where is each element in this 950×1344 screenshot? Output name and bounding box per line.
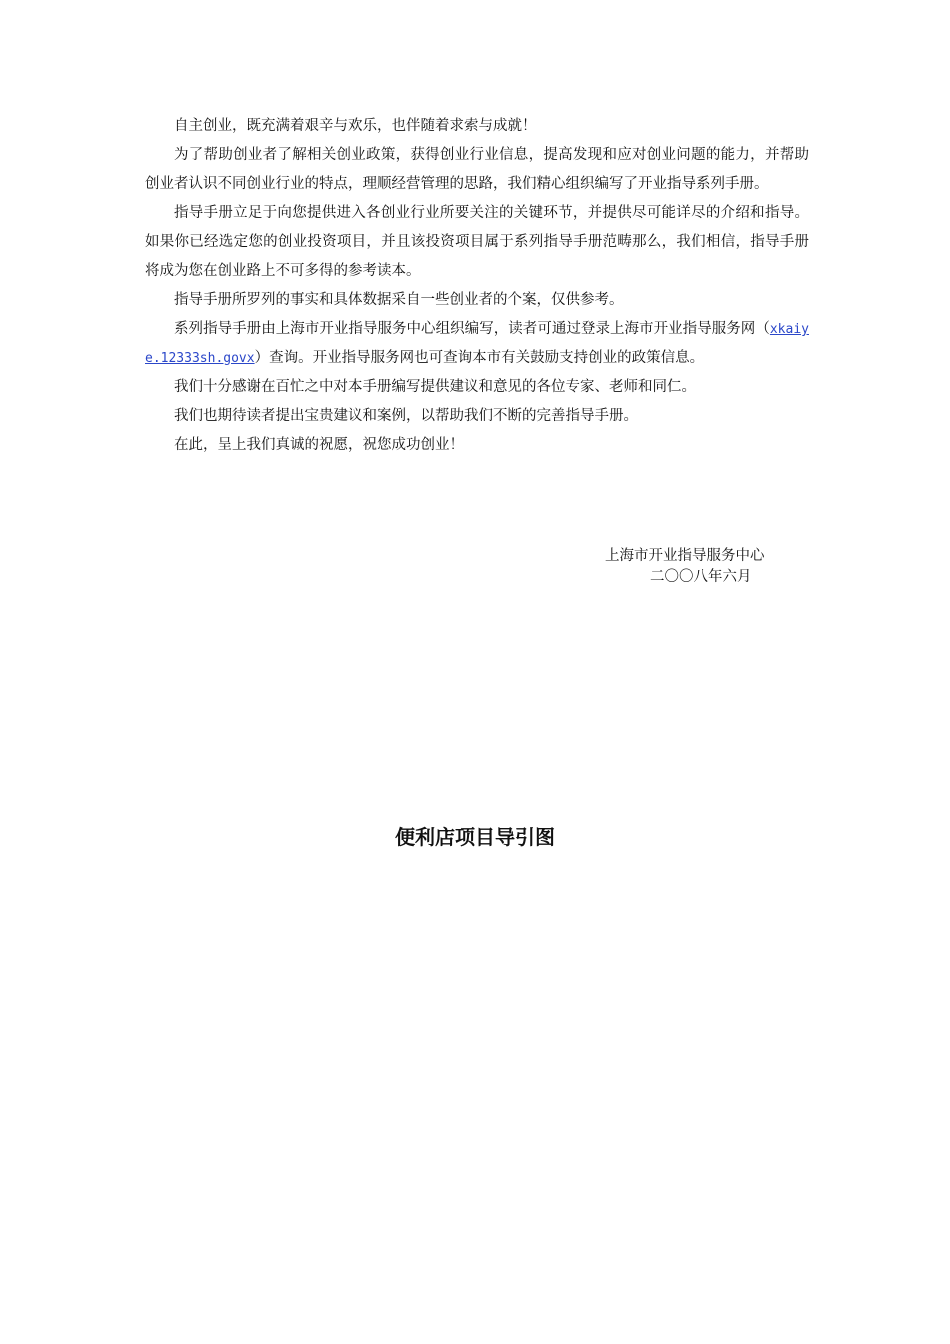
paragraph-intro: 自主创业，既充满着艰辛与欢乐，也伴随着求索与成就！ <box>174 118 537 134</box>
section-title: 便利店项目导引图 <box>395 825 555 849</box>
paragraph-guide-scope: 指导手册立足于向您提供进入各创业行业所要关注的关键环节，并提供尽可能详尽的介绍和指导。如果你已经选定您的创业投资项目，并且该投资项目属于系列指导手册范畴那么，我们相信，指导手册将成为您在创业路上不可多得的参考读本。 <box>145 205 809 279</box>
paragraph-website-text-before: 系列指导手册由上海市开业指导服务中心组织编写，读者可通过登录上海市开业指导服务网（ <box>174 321 770 337</box>
paragraph-wishes: 在此，呈上我们真诚的祝愿，祝您成功创业！ <box>174 437 464 453</box>
preface-body <box>145 112 809 460</box>
paragraph-data-source: 指导手册所罗列的事实和具体数据采自一些创业者的个案，仅供参考。 <box>174 292 624 308</box>
signature-organization: 上海市开业指导服务中心 <box>605 548 765 564</box>
paragraph-website-text-after: ）查询。开业指导服务网也可查询本市有关鼓励支持创业的政策信息。 <box>254 350 705 366</box>
paragraph-feedback: 我们也期待读者提出宝贵建议和案例，以帮助我们不断的完善指导手册。 <box>174 408 638 424</box>
signature-date: 二〇〇八年六月 <box>650 569 752 585</box>
website-link[interactable]: xkaiye.12333sh.govx <box>145 322 809 366</box>
paragraph-purpose: 为了帮助创业者了解相关创业政策，获得创业行业信息，提高发现和应对创业问题的能力，并帮助创业者认识不同创业行业的特点，理顺经营管理的思路，我们精心组织编写了开业指导系列手册。 <box>145 147 809 192</box>
paragraph-thanks: 我们十分感谢在百忙之中对本手册编写提供建议和意见的各位专家、老师和同仁。 <box>174 379 696 395</box>
signature-block <box>560 546 810 588</box>
paragraph-website <box>145 315 809 373</box>
